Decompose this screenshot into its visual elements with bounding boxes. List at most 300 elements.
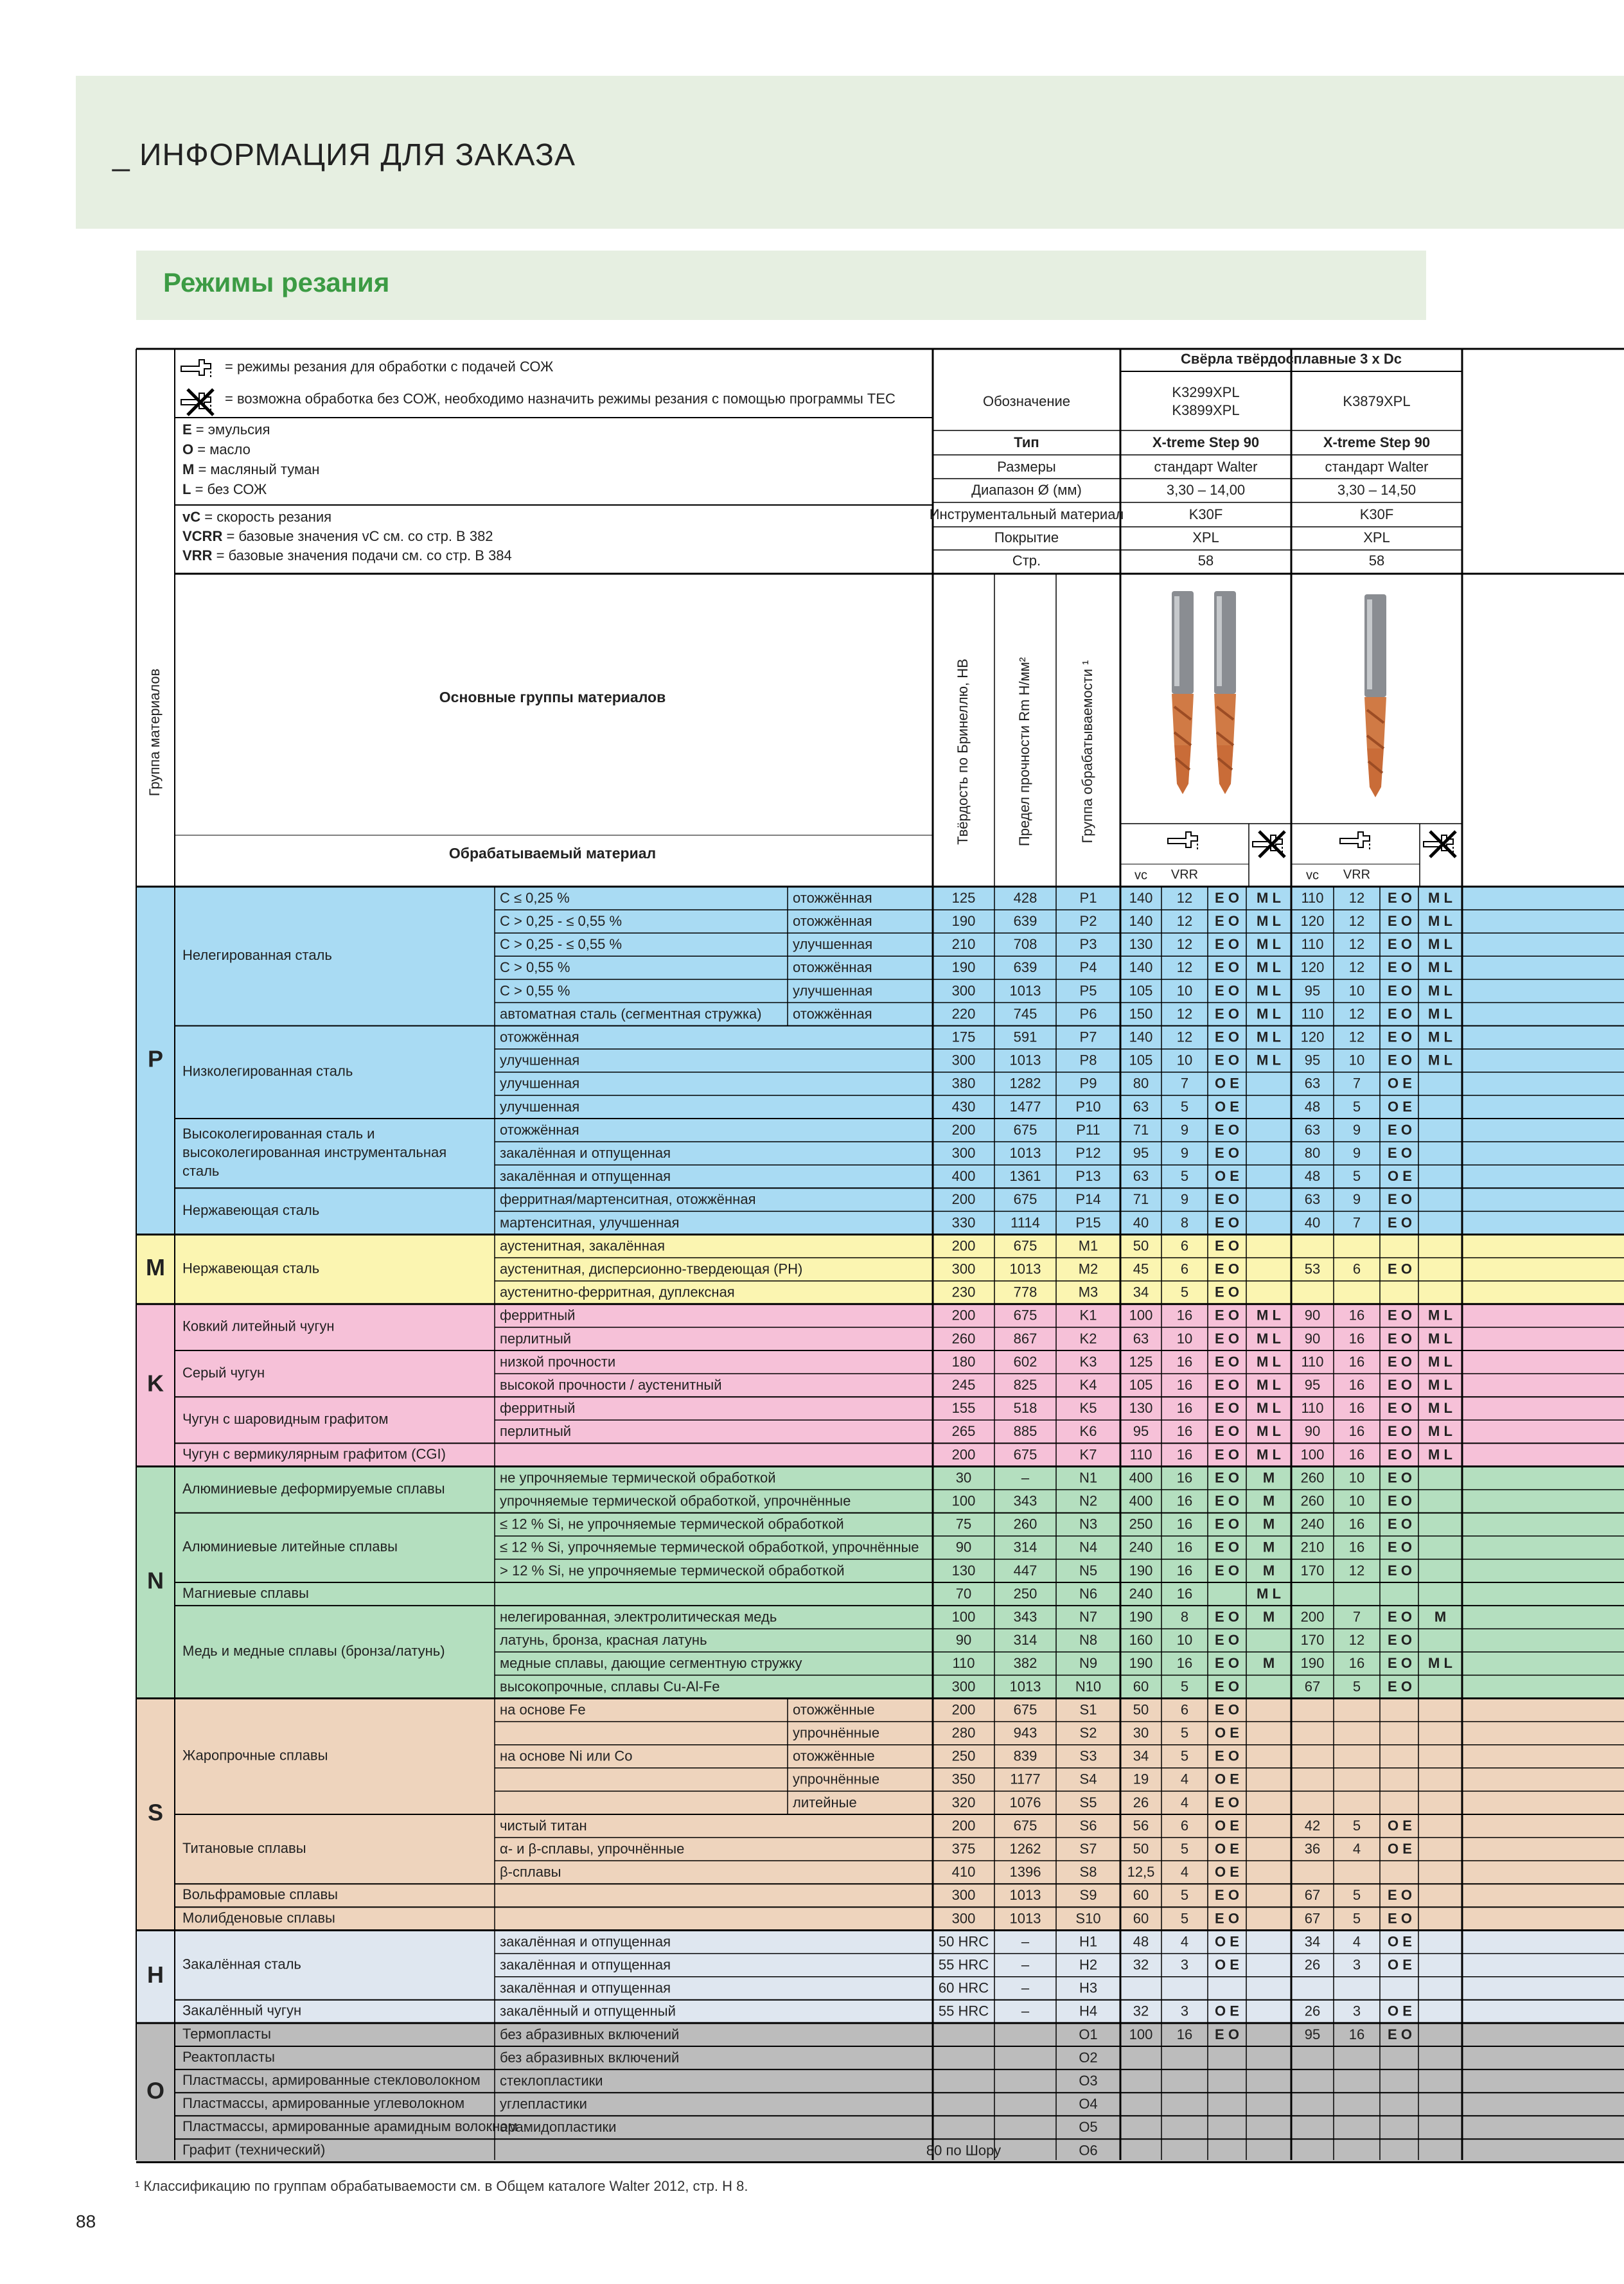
value-cell: E O xyxy=(1388,1608,1412,1625)
value-cell: 16 xyxy=(1348,1446,1365,1463)
value-cell: E O xyxy=(1215,1516,1239,1532)
condition-cell: отожжённая xyxy=(793,1005,872,1022)
value-cell: E O xyxy=(1388,1887,1412,1904)
value-cell: 602 xyxy=(1013,1353,1037,1370)
value-cell: E O xyxy=(1388,1191,1412,1208)
coolant-icon xyxy=(1168,832,1197,847)
value-cell: 30 xyxy=(1133,1724,1149,1741)
condition-cell: упрочнённые xyxy=(793,1771,880,1787)
value-cell: S9 xyxy=(1079,1887,1097,1904)
value-cell: M L xyxy=(1428,1376,1452,1393)
value-cell: 4 xyxy=(1180,1864,1189,1881)
value-cell: 50 xyxy=(1133,1237,1149,1254)
value-cell: E O xyxy=(1388,1214,1412,1231)
value-cell: 591 xyxy=(1013,1029,1037,1045)
value-cell: O4 xyxy=(1079,2096,1098,2112)
main-group-label: Низколегированная сталь xyxy=(182,1063,353,1079)
value-cell: 6 xyxy=(1180,1261,1189,1277)
value-cell: 190 xyxy=(1129,1655,1153,1672)
value-cell: E O xyxy=(1215,1052,1239,1068)
value-cell: E O xyxy=(1388,1052,1412,1068)
value-cell: 314 xyxy=(1013,1539,1037,1555)
drill-image-3-shine xyxy=(1367,599,1372,689)
value-cell: 67 xyxy=(1304,1887,1321,1904)
value-cell: M L xyxy=(1428,1029,1452,1045)
value-cell: 200 xyxy=(951,1307,976,1323)
value-cell: E O xyxy=(1388,1029,1412,1045)
value-cell: 10 xyxy=(1176,1330,1193,1347)
value-cell: 16 xyxy=(1348,2026,1365,2042)
group-letter: P xyxy=(147,1045,164,1072)
value-cell: E O xyxy=(1388,912,1412,929)
value-cell: 430 xyxy=(951,1098,976,1115)
value-cell: M L xyxy=(1428,1655,1452,1672)
value-cell: 60 xyxy=(1133,1887,1149,1904)
value-cell: E O xyxy=(1215,959,1239,976)
value-cell: N8 xyxy=(1079,1632,1098,1649)
value-cell: E O xyxy=(1388,1376,1412,1393)
value-cell: 40 xyxy=(1133,1214,1149,1231)
value-cell: 26 xyxy=(1133,1794,1149,1810)
value-cell: O6 xyxy=(1079,2142,1098,2159)
value-cell: 67 xyxy=(1304,1910,1321,1927)
material-cell: низкой прочности xyxy=(500,1353,616,1370)
value-cell: 105 xyxy=(1129,1376,1153,1393)
value-cell: 190 xyxy=(1129,1562,1153,1579)
value-cell: O E xyxy=(1215,1168,1239,1185)
value-cell: O3 xyxy=(1079,2072,1098,2089)
value-cell: 260 xyxy=(1013,1516,1037,1532)
spec-group-header: Свёрла твёрдосплавные 3 x Dc xyxy=(1181,350,1402,367)
value-cell: E O xyxy=(1215,1701,1239,1718)
value-cell: 1013 xyxy=(1009,1144,1041,1161)
legend-media: O = масло xyxy=(182,441,251,457)
main-group-label: Нержавеющая сталь xyxy=(182,1260,320,1277)
value-cell: 170 xyxy=(1300,1632,1325,1649)
value-cell: K7 xyxy=(1079,1446,1097,1463)
material-cell: автоматная сталь (сегментная стружка) xyxy=(500,1005,762,1022)
value-cell: 55 HRC xyxy=(938,1956,989,1973)
page-title: _ ИНФОРМАЦИЯ ДЛЯ ЗАКАЗА xyxy=(112,138,576,172)
value-cell: E O xyxy=(1215,1214,1239,1231)
value-cell: 80 xyxy=(1304,1144,1321,1161)
value-cell: 140 xyxy=(1129,912,1153,929)
section-title: Режимы резания xyxy=(163,267,390,297)
value-cell: 7 xyxy=(1180,1075,1189,1092)
value-cell: 1013 xyxy=(1009,1678,1041,1695)
value-cell: E O xyxy=(1215,1144,1239,1161)
value-cell: 26 xyxy=(1304,2003,1321,2019)
value-cell: M L xyxy=(1257,889,1281,906)
value-cell: 5 xyxy=(1180,1168,1189,1185)
value-cell: 1013 xyxy=(1009,982,1041,999)
value-cell: 95 xyxy=(1304,1376,1321,1393)
material-cell: ферритный xyxy=(500,1307,576,1323)
value-cell: M L xyxy=(1257,1585,1281,1602)
value-cell: E O xyxy=(1388,1516,1412,1532)
value-cell: 200 xyxy=(951,1121,976,1138)
value-cell: M L xyxy=(1428,1400,1452,1417)
value-cell: E O xyxy=(1215,1562,1239,1579)
value-cell: S3 xyxy=(1079,1748,1097,1764)
value-cell: M L xyxy=(1257,1376,1281,1393)
value-cell: E O xyxy=(1215,1121,1239,1138)
value-cell: 34 xyxy=(1133,1284,1149,1300)
value-cell: M xyxy=(1262,1655,1275,1672)
material-cell: > 12 % Si, не упрочняемые термической обработкой xyxy=(500,1562,845,1579)
material-cell: отожжённая xyxy=(500,1121,579,1138)
spec-value: K30F xyxy=(1188,506,1223,522)
value-cell: 9 xyxy=(1352,1191,1361,1208)
value-cell: 675 xyxy=(1013,1701,1037,1718)
material-cell: нелегированная, электролитическая медь xyxy=(500,1608,777,1625)
value-cell: 16 xyxy=(1176,1307,1193,1323)
value-cell: 6 xyxy=(1352,1261,1361,1277)
value-cell: 110 xyxy=(1301,889,1324,906)
value-cell: 12,5 xyxy=(1127,1864,1155,1881)
value-cell: – xyxy=(1021,2003,1030,2019)
value-cell: 250 xyxy=(951,1748,976,1764)
value-cell: 90 xyxy=(1304,1307,1321,1323)
value-cell: 125 xyxy=(951,889,976,906)
value-cell: 250 xyxy=(1013,1585,1037,1602)
value-cell: E O xyxy=(1388,1307,1412,1323)
value-cell: H1 xyxy=(1079,1933,1098,1950)
value-cell: 447 xyxy=(1013,1562,1037,1579)
value-cell: 943 xyxy=(1013,1724,1037,1741)
value-cell: 50 HRC xyxy=(938,1933,989,1950)
value-cell: 16 xyxy=(1348,1307,1365,1323)
value-cell: K6 xyxy=(1079,1423,1097,1440)
value-cell: M2 xyxy=(1078,1261,1099,1277)
value-cell: 1282 xyxy=(1009,1075,1041,1092)
value-cell: 12 xyxy=(1176,1029,1193,1045)
value-cell: P3 xyxy=(1079,936,1097,953)
value-cell: P5 xyxy=(1079,982,1097,999)
value-cell: K5 xyxy=(1079,1400,1097,1417)
value-cell: 5 xyxy=(1180,1678,1189,1695)
value-cell: 9 xyxy=(1180,1121,1189,1138)
material-cell: закалённая и отпущенная xyxy=(500,1168,671,1185)
value-cell: 100 xyxy=(951,1608,976,1625)
value-cell: 1262 xyxy=(1009,1840,1041,1857)
value-cell: 5 xyxy=(1352,1887,1361,1904)
value-cell: M L xyxy=(1257,1353,1281,1370)
value-cell: M xyxy=(1262,1469,1275,1486)
group-letter: K xyxy=(147,1370,164,1397)
spec-value: XPL xyxy=(1192,529,1219,545)
footnote: ¹ Классификацию по группам обрабатываемости см. в Общем каталоге Walter 2012, стр. H 8. xyxy=(135,2178,748,2194)
value-cell: 12 xyxy=(1348,1562,1365,1579)
value-cell: 12 xyxy=(1348,1005,1365,1022)
value-cell: 16 xyxy=(1176,1585,1193,1602)
value-cell: – xyxy=(1021,1979,1030,1996)
value-cell: 56 xyxy=(1133,1817,1149,1834)
value-cell: O E xyxy=(1388,1168,1412,1185)
value-cell: S7 xyxy=(1079,1840,1097,1857)
value-cell: 16 xyxy=(1176,1562,1193,1579)
value-cell: 32 xyxy=(1133,2003,1149,2019)
value-cell: E O xyxy=(1388,1423,1412,1440)
value-cell: 240 xyxy=(1129,1585,1153,1602)
value-cell: O E xyxy=(1388,2003,1412,2019)
legend-dry: = возможна обработка без СОЖ, необходимо назначить режимы резания с помощью программы TEC xyxy=(225,390,896,407)
main-group-label: Медь и медные сплавы (бронза/латунь) xyxy=(182,1643,445,1660)
material-cell: на основе Ni или Co xyxy=(500,1748,633,1764)
material-cell: закалённый и отпущенный xyxy=(500,2003,676,2019)
value-cell: E O xyxy=(1388,1632,1412,1649)
value-cell: 95 xyxy=(1133,1144,1149,1161)
main-group-label: Алюминиевые литейные сплавы xyxy=(182,1538,398,1555)
value-cell: 16 xyxy=(1348,1423,1365,1440)
value-cell: E O xyxy=(1215,1191,1239,1208)
material-cell: арамидопластики xyxy=(500,2119,617,2136)
spec-label: Обозначение xyxy=(982,393,1071,409)
value-cell: 110 xyxy=(1301,1400,1324,1417)
value-cell: 95 xyxy=(1304,1052,1321,1068)
value-cell: 70 xyxy=(955,1585,972,1602)
value-cell: 140 xyxy=(1129,959,1153,976)
value-cell: M1 xyxy=(1078,1237,1099,1254)
value-cell: 778 xyxy=(1013,1284,1037,1300)
value-cell: 518 xyxy=(1013,1400,1037,1417)
value-cell: 12 xyxy=(1348,889,1365,906)
value-cell: 1396 xyxy=(1009,1864,1041,1881)
value-cell: 12 xyxy=(1176,889,1193,906)
value-cell: P15 xyxy=(1075,1214,1101,1231)
value-cell: 260 xyxy=(1300,1469,1325,1486)
value-cell: 100 xyxy=(1300,1446,1325,1463)
value-cell: 80 по Шору xyxy=(926,2142,1002,2159)
group-letter: O xyxy=(146,2077,165,2104)
value-cell: 16 xyxy=(1176,1469,1193,1486)
value-cell: 7 xyxy=(1352,1608,1361,1625)
value-cell: 9 xyxy=(1352,1144,1361,1161)
value-cell: O1 xyxy=(1079,2026,1098,2042)
value-cell: M L xyxy=(1257,1307,1281,1323)
value-cell: E O xyxy=(1388,1446,1412,1463)
main-group-label: Нержавеющая сталь xyxy=(182,1202,320,1219)
condition-cell: отожжённые xyxy=(793,1701,875,1718)
spec-value: 3,30 – 14,50 xyxy=(1337,481,1417,498)
value-cell: 63 xyxy=(1133,1330,1149,1347)
value-cell: 675 xyxy=(1013,1446,1037,1463)
value-cell: M L xyxy=(1428,1005,1452,1022)
value-cell: 105 xyxy=(1129,982,1153,999)
value-cell: N9 xyxy=(1079,1655,1098,1672)
value-cell: 330 xyxy=(951,1214,976,1231)
coolant-icon xyxy=(181,360,211,375)
value-cell: P10 xyxy=(1075,1098,1101,1115)
value-cell: 839 xyxy=(1013,1748,1037,1764)
value-cell: M L xyxy=(1257,982,1281,999)
value-cell: P4 xyxy=(1079,959,1097,976)
value-cell: M L xyxy=(1428,912,1452,929)
value-cell: E O xyxy=(1215,1632,1239,1649)
value-cell: 16 xyxy=(1176,1516,1193,1532)
value-cell: M L xyxy=(1257,1052,1281,1068)
value-cell: 245 xyxy=(951,1376,976,1393)
value-cell: 10 xyxy=(1176,1632,1193,1649)
value-cell: E O xyxy=(1388,1910,1412,1927)
value-cell: N7 xyxy=(1079,1608,1098,1625)
value-cell: 9 xyxy=(1352,1121,1361,1138)
value-cell: E O xyxy=(1388,2026,1412,2042)
value-cell: 8 xyxy=(1180,1608,1189,1625)
value-cell: 675 xyxy=(1013,1121,1037,1138)
value-cell: E O xyxy=(1388,889,1412,906)
value-cell: E O xyxy=(1215,1446,1239,1463)
value-cell: 7 xyxy=(1352,1214,1361,1231)
value-cell: M L xyxy=(1257,1446,1281,1463)
value-cell: O5 xyxy=(1079,2119,1098,2136)
value-cell: 12 xyxy=(1348,959,1365,976)
value-cell: 9 xyxy=(1180,1191,1189,1208)
value-cell: E O xyxy=(1388,1121,1412,1138)
value-cell: 16 xyxy=(1176,1655,1193,1672)
value-cell: O E xyxy=(1215,1724,1239,1741)
material-cell: ферритный xyxy=(500,1400,576,1417)
value-cell: E O xyxy=(1388,1492,1412,1509)
value-cell: E O xyxy=(1215,1608,1239,1625)
value-cell: P8 xyxy=(1079,1052,1097,1068)
value-cell: 3 xyxy=(1180,1956,1189,1973)
value-cell: N2 xyxy=(1079,1492,1098,1509)
value-cell: S5 xyxy=(1079,1794,1097,1810)
value-cell: 190 xyxy=(1300,1655,1325,1672)
value-cell: 639 xyxy=(1013,959,1037,976)
value-cell: O E xyxy=(1215,2003,1239,2019)
value-cell: P2 xyxy=(1079,912,1097,929)
value-cell: N10 xyxy=(1075,1678,1102,1695)
value-cell: 125 xyxy=(1129,1353,1153,1370)
value-cell: 95 xyxy=(1304,2026,1321,2042)
value-cell: E O xyxy=(1215,1353,1239,1370)
main-group-label: Пластмассы, армированные углеволокном xyxy=(182,2095,465,2112)
value-cell: 60 xyxy=(1133,1910,1149,1927)
value-cell: P14 xyxy=(1075,1191,1101,1208)
value-cell: E O xyxy=(1388,1400,1412,1417)
value-cell: 63 xyxy=(1304,1075,1321,1092)
material-cell: ≤ 12 % Si, упрочняемые термической обработкой, упрочнённые xyxy=(500,1539,919,1555)
main-group-label: Пластмассы, армированные арамидным волокном xyxy=(182,2118,518,2135)
group-letter: M xyxy=(146,1254,165,1281)
value-cell: 26 xyxy=(1304,1956,1321,1973)
value-cell: O E xyxy=(1388,1098,1412,1115)
material-cell: C > 0,55 % xyxy=(500,982,570,999)
value-cell: P11 xyxy=(1076,1121,1100,1138)
value-cell: 16 xyxy=(1348,1400,1365,1417)
value-cell: 10 xyxy=(1348,1492,1365,1509)
spec-value: 58 xyxy=(1197,552,1214,569)
col-header-main: Основные группы материалов xyxy=(439,689,666,706)
value-cell: 190 xyxy=(1129,1608,1153,1625)
value-cell: M xyxy=(1262,1516,1275,1532)
value-cell: 110 xyxy=(1301,1353,1324,1370)
material-cell: перлитный xyxy=(500,1330,572,1347)
value-cell: 6 xyxy=(1180,1701,1189,1718)
value-cell: 100 xyxy=(1129,1307,1153,1323)
value-cell: 48 xyxy=(1133,1933,1149,1950)
material-cell: α- и β-сплавы, упрочнённые xyxy=(500,1840,685,1857)
value-cell: 4 xyxy=(1180,1771,1189,1787)
value-cell: E O xyxy=(1388,1261,1412,1277)
col-header-hb: Твёрдость по Бринеллю, HB xyxy=(954,659,971,845)
value-cell: 200 xyxy=(951,1191,976,1208)
main-group-label: Нелегированная сталь xyxy=(182,947,332,964)
value-cell: 10 xyxy=(1176,1052,1193,1068)
value-cell: 10 xyxy=(1348,982,1365,999)
spec-label: Стр. xyxy=(1012,552,1041,569)
value-cell: M L xyxy=(1257,1400,1281,1417)
value-cell: 90 xyxy=(955,1632,972,1649)
value-cell: M L xyxy=(1257,1005,1281,1022)
spec-value: K30F xyxy=(1359,506,1394,522)
value-cell: 343 xyxy=(1013,1492,1037,1509)
spec-label: Диапазон Ø (мм) xyxy=(971,481,1082,498)
value-cell: O E xyxy=(1388,1956,1412,1973)
value-cell: O E xyxy=(1215,1864,1239,1881)
value-cell: 48 xyxy=(1304,1098,1321,1115)
value-cell: 19 xyxy=(1133,1771,1149,1787)
value-cell: 260 xyxy=(1300,1492,1325,1509)
value-cell: 10 xyxy=(1348,1469,1365,1486)
material-cell: латунь, бронза, красная латунь xyxy=(500,1632,707,1649)
value-cell: M L xyxy=(1428,982,1452,999)
value-cell: S1 xyxy=(1079,1701,1097,1718)
value-cell: 314 xyxy=(1013,1632,1037,1649)
value-cell: 140 xyxy=(1129,1029,1153,1045)
value-cell: 71 xyxy=(1133,1191,1149,1208)
value-cell: 3 xyxy=(1352,1956,1361,1973)
value-cell: 400 xyxy=(951,1168,976,1185)
legend-media: E = эмульсия xyxy=(182,421,270,438)
value-cell: 32 xyxy=(1133,1956,1149,1973)
value-cell: 6 xyxy=(1180,1817,1189,1834)
value-cell: – xyxy=(1021,1956,1030,1973)
value-cell: 8 xyxy=(1180,1214,1189,1231)
value-cell: H2 xyxy=(1079,1956,1098,1973)
value-cell: 60 xyxy=(1133,1678,1149,1695)
value-cell: M L xyxy=(1428,1052,1452,1068)
value-cell: 170 xyxy=(1300,1562,1325,1579)
value-cell: 12 xyxy=(1176,936,1193,953)
value-cell: 140 xyxy=(1129,889,1153,906)
value-cell: E O xyxy=(1215,1678,1239,1695)
value-cell: 210 xyxy=(1300,1539,1325,1555)
group-letter: N xyxy=(147,1567,164,1594)
value-cell: 1477 xyxy=(1009,1098,1041,1115)
value-cell: N1 xyxy=(1079,1469,1098,1486)
main-group-label: Высоколегированная сталь и xyxy=(182,1125,375,1142)
value-cell: E O xyxy=(1388,982,1412,999)
material-cell: C ≤ 0,25 % xyxy=(500,889,570,906)
value-cell: 80 xyxy=(1133,1075,1149,1092)
material-cell: упрочняемые термической обработкой, упрочнённые xyxy=(500,1492,851,1509)
col-header-rm: Предел прочности Rm Н/мм² xyxy=(1016,657,1032,847)
value-cell: E O xyxy=(1388,1562,1412,1579)
value-cell: 200 xyxy=(1300,1608,1325,1625)
value-cell: 1013 xyxy=(1009,1887,1041,1904)
spec-value: стандарт Walter xyxy=(1154,458,1258,475)
value-cell: M L xyxy=(1257,912,1281,929)
value-cell: K1 xyxy=(1079,1307,1097,1323)
value-cell: 5 xyxy=(1180,1840,1189,1857)
value-cell: 16 xyxy=(1348,1539,1365,1555)
value-cell: E O xyxy=(1215,889,1239,906)
value-cell: E O xyxy=(1215,1655,1239,1672)
material-cell: высокопрочные, сплавы Cu-Al-Fe xyxy=(500,1678,720,1695)
